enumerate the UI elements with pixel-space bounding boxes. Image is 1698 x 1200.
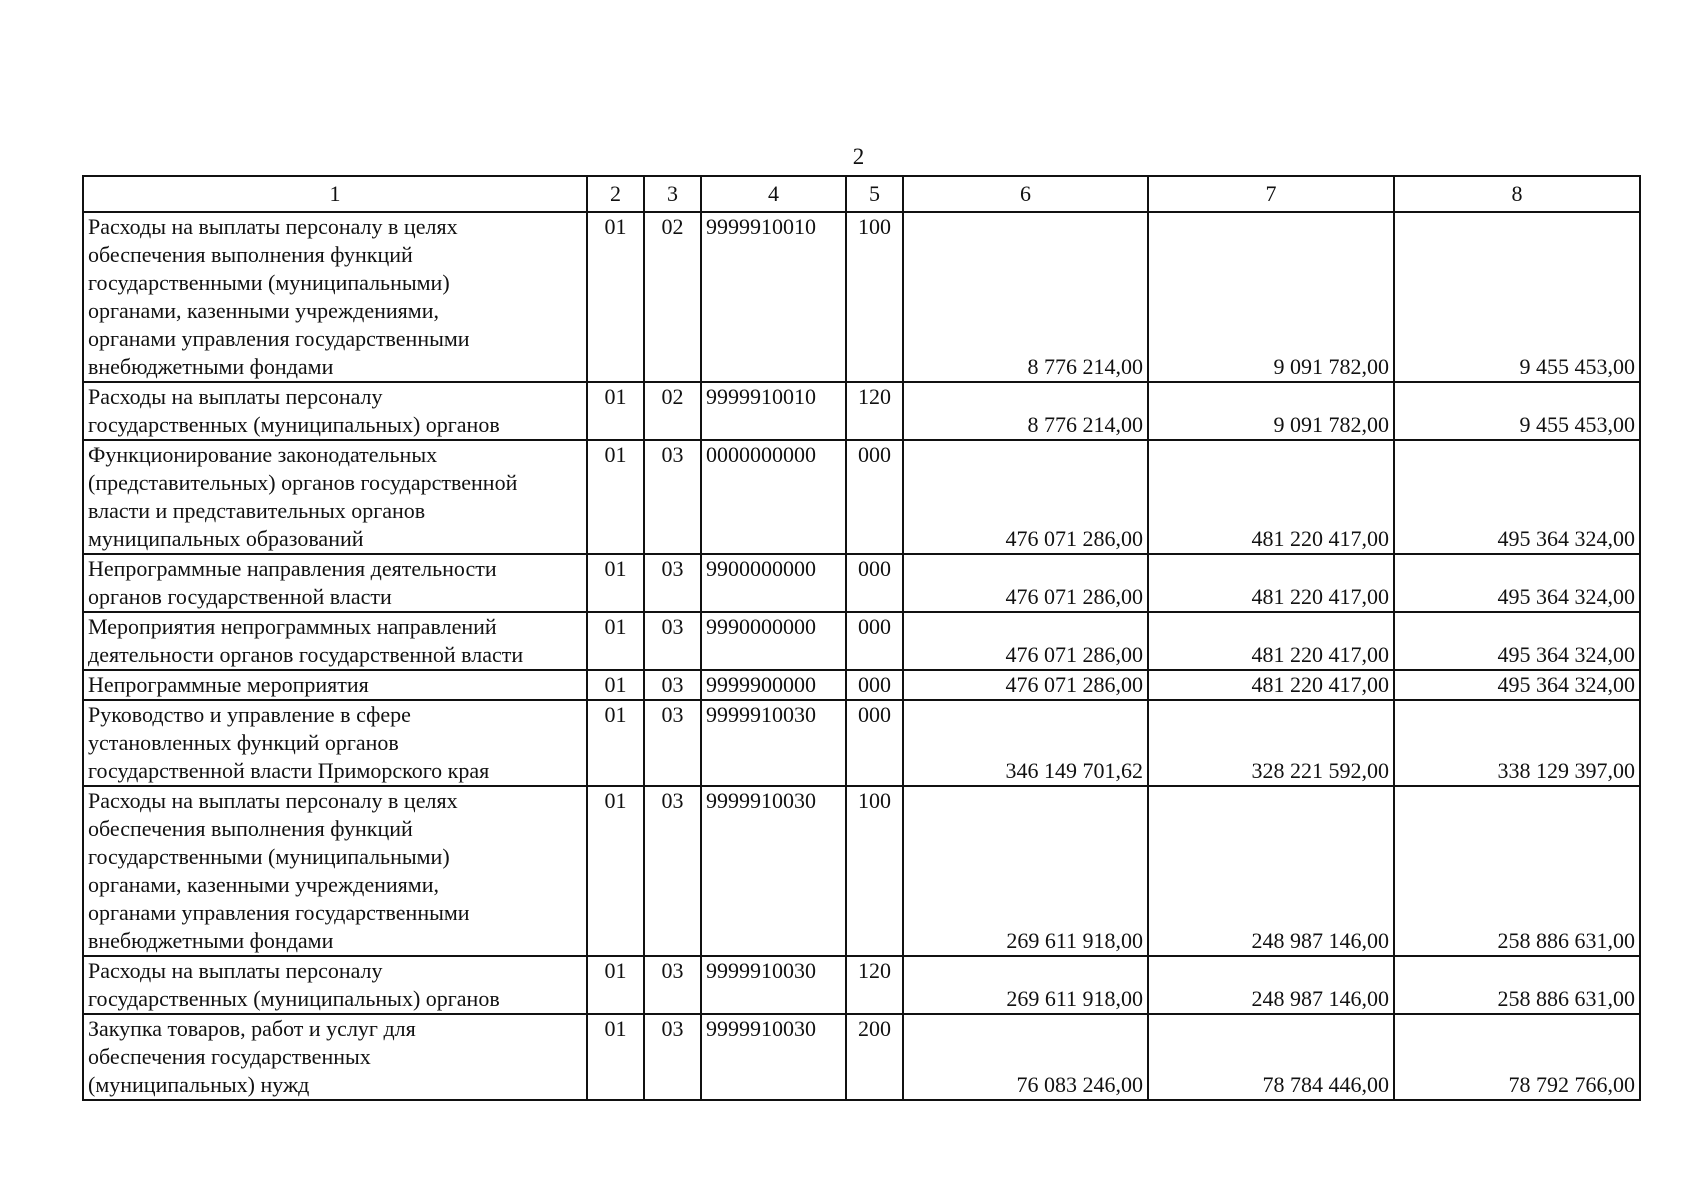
row-name-line: органов государственной власти (88, 584, 392, 609)
expense-type-cell: 120 (846, 382, 903, 440)
subsection-code-cell: 03 (644, 670, 701, 700)
target-article-cell: 9999910030 (701, 956, 846, 1014)
amount-col-8-cell: 78 792 766,00 (1394, 1014, 1640, 1100)
row-name-line: Расходы на выплаты персоналу в целях (88, 214, 458, 239)
subsection-code-cell: 03 (644, 1014, 701, 1100)
amount-col-6-cell: 269 611 918,00 (903, 956, 1148, 1014)
amount-col-8-cell: 495 364 324,00 (1394, 612, 1640, 670)
row-name-line: муниципальных образований (88, 526, 364, 551)
table-row (83, 382, 1640, 440)
table-row (83, 1014, 1640, 1100)
amount-col-6-cell: 476 071 286,00 (903, 554, 1148, 612)
row-name-line: государственными (муниципальными) (88, 844, 450, 869)
amount-col-7-cell: 78 784 446,00 (1148, 1014, 1394, 1100)
header-cell-1: 1 (83, 176, 587, 212)
target-article-cell: 9999910010 (701, 212, 846, 382)
row-name-cell (83, 212, 587, 382)
subsection-code-cell: 03 (644, 440, 701, 554)
row-name-line: обеспечения выполнения функций (88, 242, 413, 267)
row-name-line: (муниципальных) нужд (88, 1072, 310, 1097)
row-name-line: внебюджетными фондами (88, 354, 334, 379)
row-name-line: деятельности органов государственной власти (88, 642, 524, 667)
target-article-cell: 9999910030 (701, 786, 846, 956)
amount-col-7-cell: 481 220 417,00 (1148, 670, 1394, 700)
target-article-cell: 9999910030 (701, 1014, 846, 1100)
row-name-cell (83, 670, 587, 700)
row-name-line: Расходы на выплаты персоналу (88, 958, 383, 983)
row-name-line: Функционирование законодательных (88, 442, 438, 467)
expense-type-cell: 000 (846, 700, 903, 786)
row-name-line: государственных (муниципальных) органов (88, 986, 500, 1011)
row-name-line: Мероприятия непрограммных направлений (88, 614, 497, 639)
amount-col-6-cell: 8 776 214,00 (903, 212, 1148, 382)
row-name-cell (83, 1014, 587, 1100)
amount-col-6-cell: 76 083 246,00 (903, 1014, 1148, 1100)
target-article-cell: 9999910030 (701, 700, 846, 786)
amount-col-8-cell: 258 886 631,00 (1394, 786, 1640, 956)
section-code-cell: 01 (587, 786, 644, 956)
amount-col-7-cell: 481 220 417,00 (1148, 440, 1394, 554)
amount-col-8-cell: 9 455 453,00 (1394, 382, 1640, 440)
target-article-cell: 9999910010 (701, 382, 846, 440)
header-cell-4: 4 (701, 176, 846, 212)
amount-col-8-cell: 9 455 453,00 (1394, 212, 1640, 382)
amount-col-8-cell: 495 364 324,00 (1394, 440, 1640, 554)
amount-col-7-cell: 481 220 417,00 (1148, 554, 1394, 612)
row-name-cell (83, 554, 587, 612)
subsection-code-cell: 03 (644, 612, 701, 670)
target-article-cell: 9999900000 (701, 670, 846, 700)
subsection-code-cell: 02 (644, 382, 701, 440)
row-name-line: органами, казенными учреждениями, (88, 298, 439, 323)
amount-col-6-cell: 346 149 701,62 (903, 700, 1148, 786)
target-article-cell: 9990000000 (701, 612, 846, 670)
amount-col-7-cell: 248 987 146,00 (1148, 786, 1394, 956)
page-number: 2 (852, 144, 865, 169)
row-name-line: обеспечения выполнения функций (88, 816, 413, 841)
amount-col-8-cell: 258 886 631,00 (1394, 956, 1640, 1014)
expense-type-cell: 200 (846, 1014, 903, 1100)
expense-type-cell: 100 (846, 212, 903, 382)
row-name-line: государственной власти Приморского края (88, 758, 490, 783)
table-row (83, 956, 1640, 1014)
table-row (83, 440, 1640, 554)
row-name-line: государственными (муниципальными) (88, 270, 450, 295)
table-row (83, 700, 1640, 786)
header-cell-3: 3 (644, 176, 701, 212)
section-code-cell: 01 (587, 382, 644, 440)
expense-type-cell: 000 (846, 440, 903, 554)
row-name-cell (83, 382, 587, 440)
header-cell-6: 6 (903, 176, 1148, 212)
section-code-cell: 01 (587, 612, 644, 670)
subsection-code-cell: 03 (644, 554, 701, 612)
table-row (83, 554, 1640, 612)
row-name-line: Непрограммные направления деятельности (88, 556, 497, 581)
expense-type-cell: 120 (846, 956, 903, 1014)
table-row (83, 612, 1640, 670)
row-name-line: Расходы на выплаты персоналу в целях (88, 788, 458, 813)
amount-col-8-cell: 495 364 324,00 (1394, 670, 1640, 700)
row-name-line: органами, казенными учреждениями, (88, 872, 439, 897)
table-header-row (83, 176, 1640, 212)
table-body (83, 176, 1640, 1100)
row-name-cell (83, 700, 587, 786)
table-row (83, 786, 1640, 956)
header-cell-8: 8 (1394, 176, 1640, 212)
expense-type-cell: 100 (846, 786, 903, 956)
amount-col-7-cell: 9 091 782,00 (1148, 212, 1394, 382)
amount-col-8-cell: 495 364 324,00 (1394, 554, 1640, 612)
header-cell-5: 5 (846, 176, 903, 212)
row-name-line: внебюджетными фондами (88, 928, 334, 953)
row-name-cell (83, 786, 587, 956)
section-code-cell: 01 (587, 1014, 644, 1100)
amount-col-7-cell: 248 987 146,00 (1148, 956, 1394, 1014)
section-code-cell: 01 (587, 554, 644, 612)
section-code-cell: 01 (587, 956, 644, 1014)
amount-col-6-cell: 269 611 918,00 (903, 786, 1148, 956)
header-cell-7: 7 (1148, 176, 1394, 212)
row-name-line: установленных функций органов (88, 730, 399, 755)
target-article-cell: 0000000000 (701, 440, 846, 554)
subsection-code-cell: 03 (644, 786, 701, 956)
table-row (83, 670, 1640, 700)
amount-col-8-cell: 338 129 397,00 (1394, 700, 1640, 786)
row-name-line: Руководство и управление в сфере (88, 702, 411, 727)
row-name-line: (представительных) органов государственной (88, 470, 518, 495)
row-name-cell (83, 440, 587, 554)
amount-col-7-cell: 481 220 417,00 (1148, 612, 1394, 670)
expense-type-cell: 000 (846, 612, 903, 670)
expense-type-cell: 000 (846, 670, 903, 700)
section-code-cell: 01 (587, 212, 644, 382)
row-name-line: Закупка товаров, работ и услуг для (88, 1016, 416, 1041)
subsection-code-cell: 02 (644, 212, 701, 382)
header-cell-2: 2 (587, 176, 644, 212)
target-article-cell: 9900000000 (701, 554, 846, 612)
row-name-line: органами управления государственными (88, 900, 470, 925)
row-name-line: власти и представительных органов (88, 498, 426, 523)
budget-table (82, 175, 1641, 1101)
row-name-line: Расходы на выплаты персоналу (88, 384, 383, 409)
subsection-code-cell: 03 (644, 956, 701, 1014)
table-row (83, 212, 1640, 382)
row-name-line: обеспечения государственных (88, 1044, 371, 1069)
amount-col-6-cell: 476 071 286,00 (903, 612, 1148, 670)
amount-col-6-cell: 8 776 214,00 (903, 382, 1148, 440)
amount-col-6-cell: 476 071 286,00 (903, 440, 1148, 554)
amount-col-7-cell: 9 091 782,00 (1148, 382, 1394, 440)
section-code-cell: 01 (587, 440, 644, 554)
expense-type-cell: 000 (846, 554, 903, 612)
row-name-cell (83, 612, 587, 670)
row-name-line: Непрограммные мероприятия (88, 672, 369, 697)
amount-col-7-cell: 328 221 592,00 (1148, 700, 1394, 786)
row-name-line: органами управления государственными (88, 326, 470, 351)
row-name-line: государственных (муниципальных) органов (88, 412, 500, 437)
section-code-cell: 01 (587, 670, 644, 700)
subsection-code-cell: 03 (644, 700, 701, 786)
row-name-cell (83, 956, 587, 1014)
section-code-cell: 01 (587, 700, 644, 786)
amount-col-6-cell: 476 071 286,00 (903, 670, 1148, 700)
